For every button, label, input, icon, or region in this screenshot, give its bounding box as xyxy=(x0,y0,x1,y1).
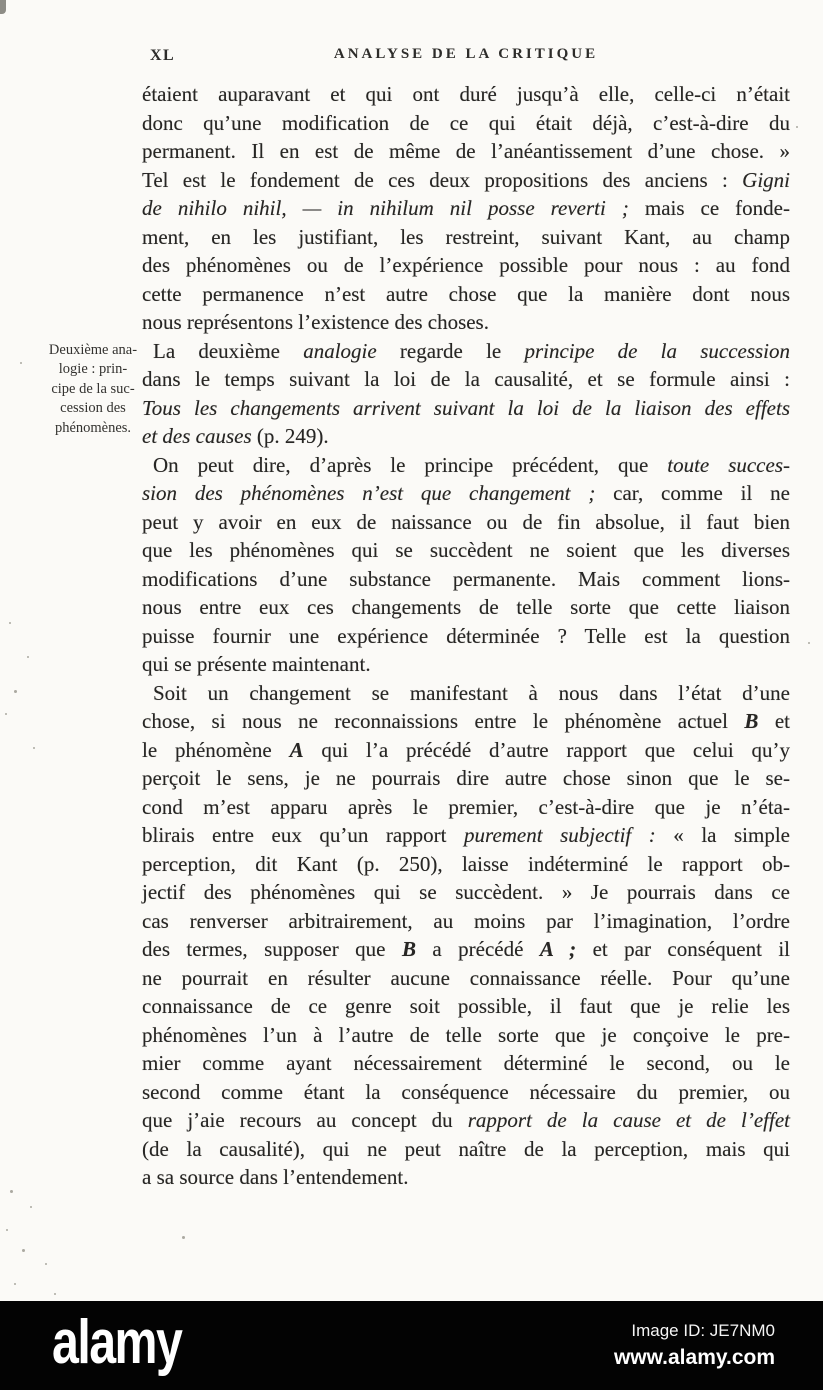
margin-note-line: cession des xyxy=(60,400,126,417)
margin-note-line: Deuxième ana- xyxy=(48,342,138,358)
text-segment: peut y avoir en eux de naissance ou de fin absolue, il faut bien xyxy=(142,509,790,534)
text-segment: dans le temps suivant la loi de la causalité, et se formule ainsi : xyxy=(142,367,790,391)
page-body xyxy=(142,80,790,1192)
text-line xyxy=(142,337,790,366)
scan-speckle xyxy=(5,713,7,715)
text-line xyxy=(142,565,790,594)
emphasis-segment: B xyxy=(744,709,759,733)
text-line xyxy=(142,451,790,480)
scan-speckle xyxy=(808,642,810,644)
text-segment: le phénomène xyxy=(142,737,290,762)
text-segment: et xyxy=(758,709,791,733)
text-line xyxy=(142,736,790,765)
emphasis-segment: A xyxy=(289,737,304,762)
text-segment: nous entre eux ces changements de telle sorte que cette liaison xyxy=(142,595,790,619)
text-line xyxy=(142,907,790,936)
text-segment: La deuxième xyxy=(153,338,304,363)
scan-corner-mark xyxy=(0,0,6,14)
text-line xyxy=(142,308,790,337)
text-segment: a sa source dans l’entendement. xyxy=(142,1165,409,1189)
text-segment: car, comme il ne xyxy=(595,481,790,505)
emphasis-segment: toute succes- xyxy=(667,452,790,477)
text-segment: perception, dit Kant (p. 250), laisse indéterminé le rapport ob- xyxy=(142,851,790,876)
scan-speckle xyxy=(9,622,11,624)
image-id-label: Image ID: JE7NM0 xyxy=(631,1321,775,1340)
text-line xyxy=(142,1106,790,1135)
text-line xyxy=(142,1021,790,1050)
scan-speckle xyxy=(796,126,798,128)
emphasis-segment: et des causes xyxy=(142,424,252,448)
text-segment: des phénomènes ou de l’expérience possible pour nous : au fond xyxy=(142,253,790,277)
text-line xyxy=(142,935,790,964)
text-line xyxy=(142,536,790,565)
text-line xyxy=(142,707,790,736)
text-segment: étaient auparavant et qui ont duré jusqu’à elle, celle-ci n’était xyxy=(142,82,790,106)
page-number: XL xyxy=(150,47,176,64)
text-line xyxy=(142,422,790,451)
website-label: www.alamy.com xyxy=(613,1346,775,1369)
text-line xyxy=(142,679,790,708)
text-line xyxy=(142,365,790,394)
text-line xyxy=(142,1163,790,1192)
scan-speckle xyxy=(30,1206,32,1208)
text-line xyxy=(142,251,790,280)
scan-speckle xyxy=(22,1249,25,1252)
margin-note-line: cipe de la suc- xyxy=(51,380,135,397)
text-segment: On peut dire, d’après le principe précédent, que xyxy=(153,452,668,477)
text-line xyxy=(142,964,790,993)
scan-speckle xyxy=(27,656,29,658)
text-segment: qui l’a précédé d’autre rapport que celui qu’y xyxy=(303,737,790,762)
scan-speckle xyxy=(6,1229,8,1231)
scan-speckle xyxy=(33,747,35,749)
text-segment: (p. 249). xyxy=(251,424,329,448)
text-line xyxy=(142,992,790,1021)
text-line xyxy=(142,194,790,223)
text-segment: donc qu’une modification de ce qui était déjà, c’est-à-dire du xyxy=(142,110,790,135)
scan-speckle xyxy=(14,690,17,693)
text-line xyxy=(142,109,790,138)
text-line xyxy=(142,650,790,679)
text-segment: phénomènes l’un à l’autre de telle sorte que je conçoive le pre- xyxy=(142,1022,790,1047)
text-segment: nous représentons l’existence des choses. xyxy=(142,310,489,334)
text-segment: mais ce fonde- xyxy=(628,196,790,220)
text-segment: cette permanence n’est autre chose que la manière dont nous xyxy=(142,281,790,306)
emphasis-segment: A ; xyxy=(539,937,577,961)
scan-speckle xyxy=(45,1263,47,1265)
text-line xyxy=(142,166,790,195)
text-line xyxy=(142,80,790,109)
text-segment: que j’aie recours au concept du xyxy=(142,1108,468,1132)
emphasis-segment: rapport de la cause et de l’effet xyxy=(467,1108,790,1132)
scan-speckle xyxy=(10,1190,13,1193)
scan-speckle xyxy=(14,1283,16,1285)
scan-speckle xyxy=(182,1236,185,1239)
text-line xyxy=(142,479,790,508)
emphasis-segment: Gigni xyxy=(742,167,790,192)
emphasis-segment: B xyxy=(401,937,416,961)
emphasis-segment: sion des phénomènes n’est que changement ; xyxy=(142,481,596,505)
text-segment: connaissance de ce genre soit possible, il faut que je relie les xyxy=(142,994,790,1018)
text-line xyxy=(142,821,790,850)
text-segment: blirais entre eux qu’un rapport xyxy=(142,823,465,847)
emphasis-segment: analogie xyxy=(303,338,377,363)
text-line xyxy=(142,508,790,537)
emphasis-segment: purement subjectif : xyxy=(464,823,656,847)
text-segment: (de la causalité), qui ne peut naître de la perception, mais qui xyxy=(142,1136,790,1161)
emphasis-segment: de nihilo nihil, — in nihilum nil posse reverti ; xyxy=(142,196,629,220)
scan-speckle xyxy=(20,362,22,364)
text-segment: permanent. Il en est de même de l’anéantissement d’une chose. » xyxy=(142,139,790,163)
alamy-logo: alamy xyxy=(52,1307,182,1377)
text-line xyxy=(142,622,790,651)
text-segment: ment, en les justifiant, les restreint, suivant Kant, au champ xyxy=(142,224,790,249)
text-line xyxy=(142,764,790,793)
text-segment: cond m’est apparu après le premier, c’est-à-dire que je n’éta- xyxy=(142,794,790,819)
text-segment: perçoit le sens, je ne pourrais dire autre chose sinon que le se- xyxy=(142,766,790,790)
footer-watermark-bar xyxy=(0,1301,823,1390)
text-line xyxy=(142,394,790,423)
margin-note xyxy=(38,341,148,438)
text-segment: jectif des phénomènes qui se succèdent. » Je pourrais dans ce xyxy=(142,880,790,904)
text-line xyxy=(142,593,790,622)
text-segment: second comme étant la conséquence nécessaire du premier, ou xyxy=(142,1079,790,1104)
text-line xyxy=(142,223,790,252)
text-segment: cas renverser arbitrairement, au moins par l’imagination, l’ordre xyxy=(142,908,790,933)
scan-speckle xyxy=(54,1293,56,1295)
text-segment: des termes, supposer que xyxy=(142,937,402,961)
emphasis-segment: Tous les changements arrivent suivant la loi de la liaison des effets xyxy=(142,395,790,420)
text-line xyxy=(142,850,790,879)
text-line xyxy=(142,137,790,166)
text-segment: qui se présente maintenant. xyxy=(142,652,371,676)
margin-note-line: phénomènes. xyxy=(54,419,132,436)
text-segment: modifications d’une substance permanente. Mais comment lions- xyxy=(142,566,790,591)
text-segment: chose, si nous ne reconnaissions entre le phénomène actuel xyxy=(142,709,745,733)
text-segment: mier comme ayant nécessairement déterminé le second, ou le xyxy=(142,1051,790,1075)
running-title: ANALYSE DE LA CRITIQUE xyxy=(333,46,599,62)
margin-note-line: logie : prin- xyxy=(58,361,128,378)
text-line xyxy=(142,1049,790,1078)
text-segment: ne pourrait en résulter aucune connaissance réelle. Pour qu’une xyxy=(142,965,790,990)
text-segment: et par conséquent il xyxy=(576,937,791,961)
text-line xyxy=(142,280,790,309)
text-segment: « la simple xyxy=(655,823,791,847)
text-segment: puisse fournir une expérience déterminée ? Telle est la question xyxy=(142,623,790,648)
text-line xyxy=(142,793,790,822)
text-segment: Tel est le fondement de ces deux propositions des anciens : xyxy=(142,167,743,192)
footer-right-block xyxy=(614,1321,775,1370)
text-segment: que les phénomènes qui se succèdent ne soient que les diverses xyxy=(142,538,790,562)
text-segment: a précédé xyxy=(415,937,540,961)
text-segment: regarde le xyxy=(376,338,525,363)
emphasis-segment: principe de la succession xyxy=(524,338,791,363)
text-line xyxy=(142,1078,790,1107)
text-segment: Soit un changement se manifestant à nous dans l’état d’une xyxy=(153,680,790,705)
text-line xyxy=(142,1135,790,1164)
text-line xyxy=(142,878,790,907)
